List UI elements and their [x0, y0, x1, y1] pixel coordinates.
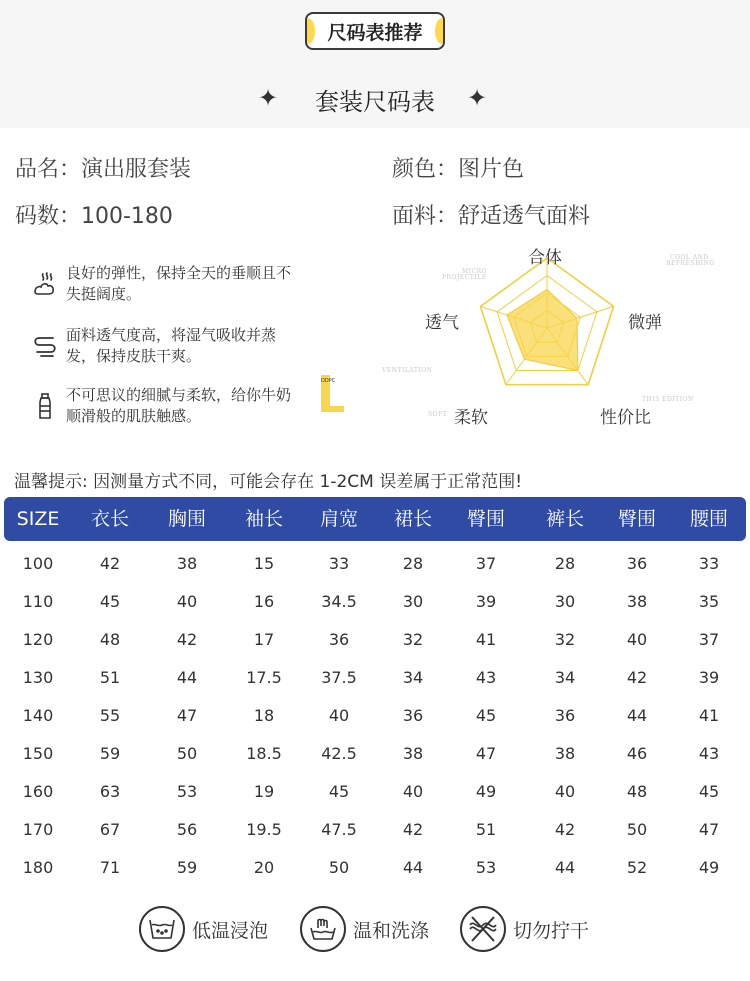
table-cell: 47.5: [321, 820, 357, 839]
table-cell: 40: [328, 706, 350, 725]
section-title: 套装尺码表: [315, 88, 435, 116]
table-cell: 47: [698, 820, 720, 839]
radar-label-fit: 合体: [528, 248, 562, 268]
table-cell: 47: [176, 706, 198, 725]
table-cell: 44: [402, 858, 424, 877]
table-cell: 100: [22, 554, 54, 573]
table-cell: 41: [698, 706, 720, 725]
table-cell: 19.5: [246, 820, 282, 839]
table-cell: 180: [22, 858, 54, 877]
radar-label-breathable: 透气: [425, 313, 459, 333]
decor-soft: SOFT: [428, 411, 448, 418]
table-header-cell: 肩宽: [319, 508, 358, 530]
table-header-cell: SIZE: [16, 508, 60, 530]
decor-cool-and: COOL AND: [670, 254, 709, 261]
table-cell: 42: [99, 554, 121, 573]
table-cell: 37: [698, 630, 720, 649]
size-range: 码数：100-180: [15, 204, 173, 229]
table-cell: 42.5: [321, 744, 357, 763]
table-cell: 34: [554, 668, 576, 687]
table-cell: 36: [626, 554, 648, 573]
table-cell: 17.5: [246, 668, 282, 687]
table-cell: 150: [22, 744, 54, 763]
table-cell: 63: [99, 782, 121, 801]
hand-wave-icon: [30, 269, 60, 299]
table-header-cell: 腰围: [689, 508, 728, 530]
table-cell: 37.5: [321, 668, 357, 687]
table-cell: 43: [475, 668, 497, 687]
table-cell: 45: [328, 782, 350, 801]
table-cell: 15: [253, 554, 275, 573]
table-cell: 28: [554, 554, 576, 573]
table-cell: 53: [475, 858, 497, 877]
table-row: [0, 773, 750, 811]
decor-projectile: PROJECTILE: [442, 274, 487, 281]
table-header-cell: 衣长: [90, 508, 129, 530]
table-cell: 34: [402, 668, 424, 687]
table-cell: 40: [402, 782, 424, 801]
table-cell: 49: [475, 782, 497, 801]
decor-micro: MICRO: [462, 268, 488, 275]
table-cell: 52: [626, 858, 648, 877]
table-cell: 38: [554, 744, 576, 763]
table-row: [0, 659, 750, 697]
product-name: 品名：演出服套装: [15, 157, 192, 182]
table-header-cell: 臀围: [617, 508, 656, 530]
no-wring-icon: [460, 906, 506, 952]
decor-refreshing: REFRESHING: [666, 260, 715, 267]
table-cell: 38: [402, 744, 424, 763]
table-cell: 38: [626, 592, 648, 611]
table-cell: 50: [328, 858, 350, 877]
brand-tag: DDPC: [321, 375, 330, 412]
table-cell: 55: [99, 706, 121, 725]
table-cell: 53: [176, 782, 198, 801]
feature-soft: 不可思议的细腻与柔软，给你牛奶顺滑般的肌肤触感。: [30, 385, 296, 427]
table-cell: 170: [22, 820, 54, 839]
gentle-wash-icon: [300, 906, 346, 952]
table-cell: 130: [22, 668, 54, 687]
table-cell: 34.5: [321, 592, 357, 611]
radar-label-stretch: 微弹: [628, 313, 662, 333]
table-cell: 140: [22, 706, 54, 725]
care-gentle-wash: 温和洗涤: [300, 906, 429, 952]
decor-ventilation: VENTILATION: [382, 367, 433, 374]
table-cell: 50: [626, 820, 648, 839]
table-row: [0, 735, 750, 773]
table-cell: 42: [626, 668, 648, 687]
table-cell: 39: [698, 668, 720, 687]
low-temp-soak-icon: [139, 906, 185, 952]
table-cell: 32: [554, 630, 576, 649]
table-cell: 51: [475, 820, 497, 839]
table-cell: 45: [99, 592, 121, 611]
care-low-temp-soak: 低温浸泡: [139, 906, 268, 952]
table-cell: 40: [176, 592, 198, 611]
table-cell: 36: [402, 706, 424, 725]
sparkle-left-icon: ✦: [258, 84, 279, 112]
table-row: [0, 583, 750, 621]
table-cell: 35: [698, 592, 720, 611]
brand-tag-accent: [330, 406, 344, 412]
decor-this-edition: THIS EDITION: [642, 396, 694, 403]
table-row: [0, 811, 750, 849]
sparkle-right-icon: ✦: [467, 84, 488, 112]
table-cell: 44: [176, 668, 198, 687]
table-cell: 30: [402, 592, 424, 611]
table-cell: 40: [626, 630, 648, 649]
table-cell: 36: [554, 706, 576, 725]
feature-breathable: 面料透气度高，将湿气吸收并蒸发，保持皮肤干爽。: [30, 325, 296, 367]
table-cell: 44: [626, 706, 648, 725]
table-cell: 45: [698, 782, 720, 801]
table-cell: 42: [176, 630, 198, 649]
table-cell: 41: [475, 630, 497, 649]
radar-label-value: 性价比: [600, 408, 651, 428]
table-cell: 16: [253, 592, 275, 611]
product-fabric: 面料：舒适透气面料: [392, 204, 591, 229]
size-table-header: [4, 497, 746, 541]
radar-value-area: [507, 290, 578, 371]
table-cell: 46: [626, 744, 648, 763]
table-header-cell: 臀围: [466, 508, 505, 530]
table-cell: 47: [475, 744, 497, 763]
table-cell: 36: [328, 630, 350, 649]
table-cell: 39: [475, 592, 497, 611]
milk-bottle-icon: [30, 391, 60, 421]
table-cell: 43: [698, 744, 720, 763]
table-cell: 42: [402, 820, 424, 839]
table-header-cell: 胸围: [167, 508, 206, 530]
table-row: [0, 621, 750, 659]
table-cell: 44: [554, 858, 576, 877]
table-cell: 48: [99, 630, 121, 649]
fabric-radar-chart: [380, 240, 730, 430]
table-cell: 33: [698, 554, 720, 573]
table-cell: 59: [176, 858, 198, 877]
table-cell: 19: [253, 782, 275, 801]
table-cell: 18.5: [246, 744, 282, 763]
table-cell: 33: [328, 554, 350, 573]
table-row: [0, 697, 750, 735]
table-row: [0, 849, 750, 887]
radar-label-soft: 柔软: [454, 408, 488, 428]
airflow-icon: [30, 331, 60, 361]
care-no-wring: 切勿拧干: [460, 906, 589, 952]
table-cell: 37: [475, 554, 497, 573]
table-cell: 30: [554, 592, 576, 611]
table-cell: 49: [698, 858, 720, 877]
table-cell: 67: [99, 820, 121, 839]
table-cell: 48: [626, 782, 648, 801]
product-color: 颜色：图片色: [392, 157, 525, 182]
table-cell: 40: [554, 782, 576, 801]
table-cell: 20: [253, 858, 275, 877]
feature-elasticity: 良好的弹性，保持全天的垂顺且不失挺阔度。: [30, 263, 296, 305]
table-cell: 59: [99, 744, 121, 763]
table-header-cell: 裙长: [393, 508, 432, 530]
table-cell: 56: [176, 820, 198, 839]
table-cell: 45: [475, 706, 497, 725]
table-cell: 18: [253, 706, 275, 725]
table-header-cell: 裤长: [545, 508, 584, 530]
table-cell: 120: [22, 630, 54, 649]
table-cell: 110: [22, 592, 54, 611]
table-header-cell: 袖长: [244, 508, 283, 530]
table-cell: 28: [402, 554, 424, 573]
table-cell: 71: [99, 858, 121, 877]
table-cell: 50: [176, 744, 198, 763]
table-row: [0, 545, 750, 583]
table-cell: 32: [402, 630, 424, 649]
table-cell: 42: [554, 820, 576, 839]
table-cell: 38: [176, 554, 198, 573]
table-cell: 51: [99, 668, 121, 687]
measurement-tip: 温馨提示: 因测量方式不同，可能会存在 1-2CM 误差属于正常范围!: [14, 472, 523, 492]
table-cell: 160: [22, 782, 54, 801]
table-cell: 17: [253, 630, 275, 649]
size-chart-recommend-badge: 尺码表推荐: [305, 12, 445, 50]
